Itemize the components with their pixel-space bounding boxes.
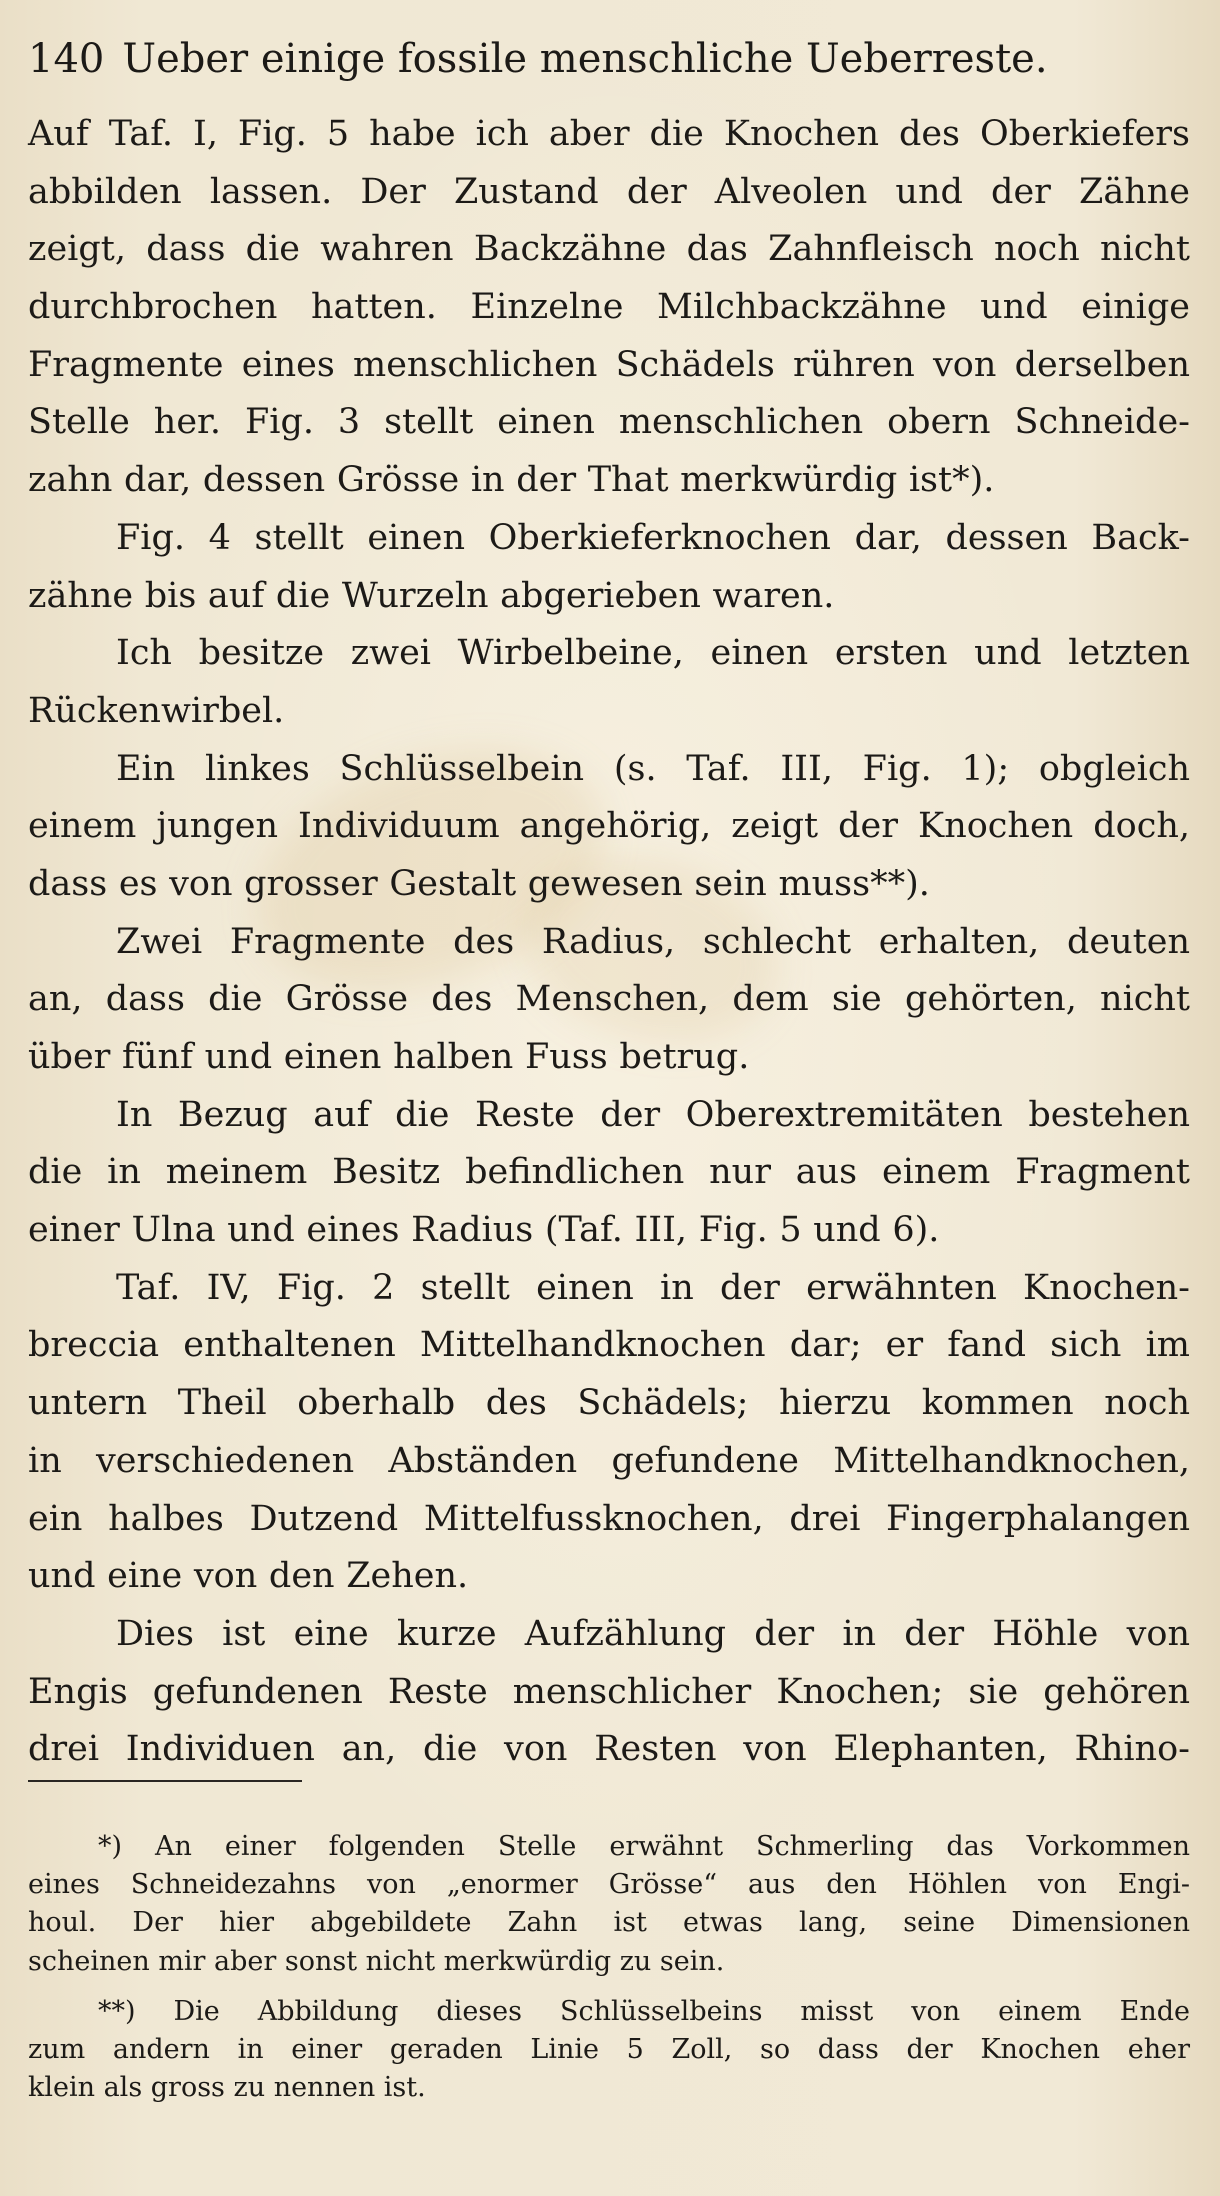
text-line: Taf. IV, Fig. 2 stellt einen in der erwähnten Knochen- bbox=[116, 1267, 1190, 1308]
text-line: die in meinem Besitz befindlichen nur aus einem Fragment bbox=[28, 1152, 1190, 1193]
text-line: In Bezug auf die Reste der Oberextremitäten bestehen bbox=[116, 1094, 1190, 1135]
text-line: zahn dar, dessen Grösse in der That merkwürdig ist*). bbox=[28, 460, 995, 501]
text-line: über fünf und einen halben Fuss betrug. bbox=[28, 1037, 750, 1077]
footnote-line: eines Schneidezahns von „enormer Grösse“ aus den Höhlen von Engi- bbox=[28, 1869, 1190, 1901]
text-line: Stelle her. Fig. 3 stellt einen menschlichen obern Schneide- bbox=[28, 402, 1190, 443]
footnote-line: zum andern in einer geraden Linie 5 Zoll, so dass der Knochen eher bbox=[28, 2033, 1190, 2065]
text-line: ein halbes Dutzend Mittelfussknochen, drei Fingerphalangen bbox=[28, 1498, 1190, 1539]
footnote-double-asterisk bbox=[28, 1993, 1190, 2108]
text-line: dass es von grosser Gestalt gewesen sein muss**). bbox=[28, 863, 930, 904]
text-line: abbilden lassen. Der Zustand der Alveolen und der Zähne bbox=[28, 171, 1190, 212]
text-line: breccia enthaltenen Mittelhandknochen dar; er fand sich im bbox=[28, 1325, 1190, 1366]
footnotes bbox=[28, 1828, 1190, 2107]
text-line: Ein linkes Schlüsselbein (s. Taf. III, Fig. 1); obgleich bbox=[116, 748, 1190, 789]
footnote-single-asterisk bbox=[28, 1828, 1190, 1981]
text-line: Ich besitze zwei Wirbelbeine, einen ersten und letzten bbox=[116, 633, 1190, 674]
text-line: zähne bis auf die Wurzeln abgerieben waren. bbox=[28, 575, 835, 616]
text-line: Auf Taf. I, Fig. 5 habe ich aber die Knochen des Oberkiefers bbox=[28, 114, 1190, 154]
body-text bbox=[28, 106, 1190, 1779]
text-line: Rückenwirbel. bbox=[28, 690, 285, 731]
text-line: Engis gefundenen Reste menschlicher Knochen; sie gehören bbox=[28, 1671, 1190, 1712]
text-line: und eine von den Zehen. bbox=[28, 1556, 469, 1597]
running-title: Ueber einige fossile menschliche Ueberreste. bbox=[122, 36, 1048, 82]
footnote-line: scheinen mir aber sonst nicht merkwürdig zu sein. bbox=[28, 1945, 725, 1977]
footnote-rule bbox=[28, 1780, 302, 1782]
text-line: untern Theil oberhalb des Schädels; hierzu kommen noch bbox=[28, 1383, 1190, 1424]
text-line: durchbrochen hatten. Einzelne Milchbackzähne und einige bbox=[28, 287, 1190, 328]
text-line: Dies ist eine kurze Aufzählung der in der Höhle von bbox=[116, 1613, 1190, 1654]
text-line: Zwei Fragmente des Radius, schlecht erhalten, deuten bbox=[116, 921, 1190, 962]
text-line: einem jungen Individuum angehörig, zeigt der Knochen doch, bbox=[28, 806, 1190, 847]
text-line: Fragmente eines menschlichen Schädels rühren von derselben bbox=[28, 344, 1190, 385]
text-line: an, dass die Grösse des Menschen, dem sie gehörten, nicht bbox=[28, 979, 1190, 1020]
text-line: einer Ulna und eines Radius (Taf. III, Fig. 5 und 6). bbox=[28, 1210, 940, 1251]
footnote-spacer bbox=[28, 1981, 1190, 1993]
running-header bbox=[28, 36, 1198, 82]
footnote-line: *) An einer folgenden Stelle erwähnt Schmerling das Vorkommen bbox=[98, 1831, 1190, 1862]
text-line: in verschiedenen Abständen gefundene Mittelhandknochen, bbox=[28, 1440, 1190, 1481]
page-number: 140 bbox=[28, 36, 105, 82]
footnote-line: houl. Der hier abgebildete Zahn ist etwas lang, seine Dimensionen bbox=[28, 1907, 1190, 1939]
text-line: zeigt, dass die wahren Backzähne das Zahnfleisch noch nicht bbox=[28, 229, 1190, 270]
footnote-line: klein als gross zu nennen ist. bbox=[28, 2072, 426, 2104]
footnote-line: **) Die Abbildung dieses Schlüsselbeins misst von einem Ende bbox=[98, 1995, 1190, 2027]
text-line: drei Individuen an, die von Resten von Elephanten, Rhino- bbox=[28, 1729, 1190, 1770]
text-line: Fig. 4 stellt einen Oberkieferknochen dar, dessen Back- bbox=[116, 517, 1190, 558]
